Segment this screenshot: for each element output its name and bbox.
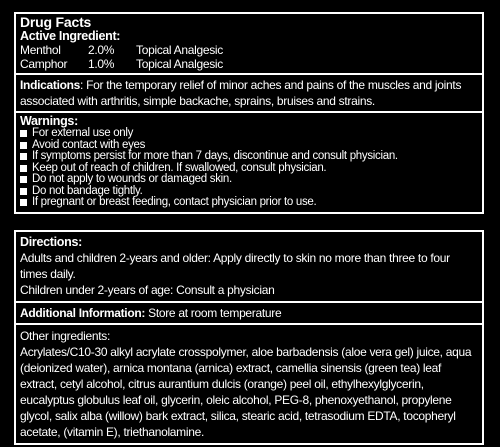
warning-item: Do not apply to wounds or damaged skin. [20,174,478,186]
ingredient-row [20,43,478,57]
warning-item: Do not bandage tightly. [20,186,478,198]
drug-facts-panel [14,12,484,214]
other-ingredients-section [16,325,482,443]
drug-facts-title: Drug Facts [20,14,92,30]
ingredient-row [20,57,478,71]
ingredient-purpose: Topical Analgesic [136,57,223,71]
bullet-square-icon [20,199,27,206]
bullet-square-icon [20,130,27,137]
directions-children: Children under 2-years of age: Consult a physician [20,283,275,297]
other-ingredients-text: Acrylates/C10-30 alkyl acrylate crosspolymer, aloe barbadensis (aloe vera gel) juice, aqua (deionized water), arnica montana (arnica) extract, camellia sinensis (green tea) leaf extract, cetyl alcohol, citrus aurantium dulcis (orange) peel oil, ethylhexylglycerin, eucalyptus globulus leaf oil, glycerin, oleic alcohol, PEG-8, phenoxyethanol, propylene glycol, salix alba (willow) bark extract, silica, stearic acid, tetrasodium EDTA, tocopheryl acetate, (vitamin E), triethanolamine. [20,345,472,439]
directions-panel [14,230,484,445]
warning-item: If symptoms persist for more than 7 days, discontinue and consult physician. [20,151,478,163]
directions-label: Directions: [20,235,82,249]
bullet-square-icon [20,165,27,172]
indications-label: Indications [20,78,81,92]
warnings-section [16,113,482,212]
active-ingredient-heading: Active Ingredient: [20,29,121,43]
indications-section [16,75,482,113]
bullet-square-icon [20,188,27,195]
ingredient-amount: 2.0% [88,43,115,57]
ingredient-amount: 1.0% [88,57,115,71]
warning-item: Avoid contact with eyes [20,140,478,152]
additional-info-text: Store at room temperature [145,306,282,320]
warnings-label: Warnings: [20,114,78,128]
ingredient-name: Menthol [20,43,61,57]
warning-item: For external use only [20,128,478,140]
directions-section [16,232,482,303]
warning-item: If pregnant or breast feeding, contact physician prior to use. [20,197,478,209]
other-ingredients-heading: Other ingredients: [20,329,110,343]
ingredient-name: Camphor [20,57,68,71]
ingredient-purpose: Topical Analgesic [136,43,223,57]
additional-info-label: Additional Information: [20,306,146,320]
bullet-square-icon [20,153,27,160]
indications-text: : For the temporary relief of minor aches and pains of the muscles and joints associated with arthritis, simple backache, sprains, bruises and strains. [20,78,462,108]
directions-adults: Adults and children 2-years and older: Apply directly to skin no more than three to four times daily. [20,251,450,281]
bullet-square-icon [20,176,27,183]
bullet-square-icon [20,142,27,149]
additional-info-section [16,303,482,325]
warning-item: Keep out of reach of children. If swallowed, consult physician. [20,163,478,175]
active-ingredient-section [16,14,482,75]
